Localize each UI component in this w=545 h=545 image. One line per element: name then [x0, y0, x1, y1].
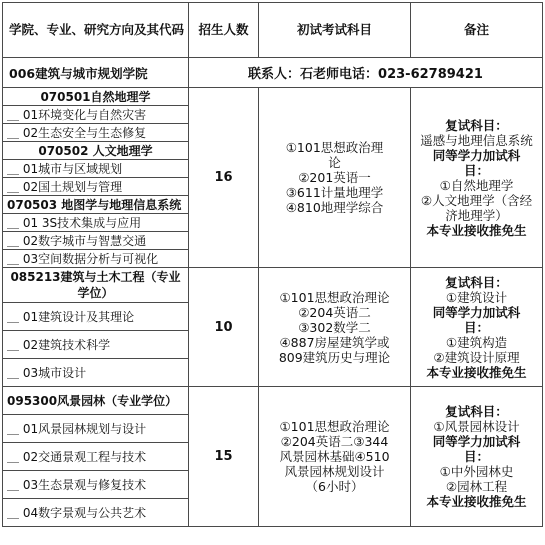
direction-item: ＿ 03城市设计	[7, 366, 87, 380]
exam-line: 809建筑历史与理论	[278, 349, 391, 365]
note-line: ②园林工程	[445, 479, 508, 494]
note-line: 目：	[463, 319, 489, 335]
header-department-code: 学院、专业、研究方向及其代码	[3, 3, 189, 58]
section1-majors-cell	[3, 88, 189, 268]
major-title: 095300风景园林（专业学位）	[3, 387, 188, 415]
section3-majors-cell	[3, 387, 189, 527]
note-line: 复试科目：	[445, 404, 508, 419]
note-line: 同等学力加试科	[432, 304, 521, 320]
exam-line: ②204英语二③344	[280, 434, 389, 449]
exam-line: 论	[328, 155, 341, 170]
section1-exam-subjects	[259, 88, 411, 268]
major-title: 070503 地图学与地理信息系统	[3, 196, 188, 214]
exam-line: 风景园林基础④510	[279, 449, 390, 464]
note-line: 复试科目：	[445, 274, 508, 290]
note-line: ①风景园林设计	[433, 419, 520, 434]
direction-item: ＿ 01 3S技术集成与应用	[3, 214, 188, 232]
note-line: ①中外园林史	[439, 464, 514, 479]
note-line: 目：	[463, 162, 489, 178]
direction-item: ＿ 01风景园林规划与设计	[3, 415, 188, 443]
header-remarks: 备注	[411, 3, 543, 58]
institute-contact: 联系人：石老师电话：023-62789421	[189, 58, 543, 88]
note-line: ①建筑构造	[445, 334, 508, 350]
institute-row	[3, 58, 543, 88]
direction-item: ＿ 03生态景观与修复技术	[3, 471, 188, 499]
direction-item: ＿ 03空间数据分析与可视化	[7, 252, 159, 266]
note-line: 本专业接收推免生	[426, 222, 527, 238]
header-row	[3, 3, 543, 58]
exam-line: ①101思想政治理	[285, 140, 384, 155]
institute-name: 006建筑与城市规划学院	[3, 58, 189, 88]
direction-item: ＿ 04数字景观与公共艺术	[7, 506, 147, 520]
header-exam-subjects: 初试考试科目	[259, 3, 411, 58]
note-line: ②建筑设计原理	[433, 349, 520, 365]
section3-remarks	[411, 387, 543, 527]
section3-majors	[3, 387, 188, 526]
note-line: 遥感与地理信息系统	[420, 132, 533, 148]
section-geography	[3, 88, 543, 268]
exam-line: ①101思想政治理论	[279, 289, 390, 305]
direction-item: ＿ 01环境变化与自然灾害	[3, 106, 188, 124]
exam-line: 风景园林规划设计	[284, 464, 385, 479]
major-title: 070502 人文地理学	[3, 142, 188, 160]
section1-enrollment-count: 16	[189, 88, 259, 268]
note-line: 同等学力加试科	[432, 147, 521, 163]
direction-item: ＿ 02生态安全与生态修复	[3, 124, 188, 142]
major-title: 085213建筑与土木工程（专业学位）	[3, 268, 188, 303]
section3-exam-subjects	[259, 387, 411, 527]
direction-item: ＿ 02数字城市与智慧交通	[3, 232, 188, 250]
exam-line: ④810地理学综合	[285, 200, 384, 215]
note-line: 目：	[463, 449, 489, 464]
section3-enrollment-count: 15	[189, 387, 259, 527]
note-line: ②人文地理学（含经	[420, 192, 533, 208]
exam-line: ④887房屋建筑学或	[279, 334, 390, 350]
section1-majors	[3, 88, 188, 267]
direction-item: ＿ 01建筑设计及其理论	[3, 303, 188, 331]
direction-item: ＿ 01城市与区域规划	[3, 160, 188, 178]
direction-item: ＿ 02国土规划与管理	[3, 178, 188, 196]
note-line: ①建筑设计	[445, 289, 508, 305]
exam-line: ③611计量地理学	[285, 185, 384, 200]
note-line: 济地理学）	[445, 207, 508, 223]
note-line: 本专业接收推免生	[426, 494, 527, 509]
direction-item: ＿ 02交通景观工程与技术	[3, 443, 188, 471]
header-enrollment: 招生人数	[189, 3, 259, 58]
exam-line: ②204英语二	[298, 304, 371, 320]
section-architecture	[3, 268, 543, 387]
note-line: 同等学力加试科	[432, 434, 521, 449]
admissions-table	[2, 2, 543, 527]
major-title: 070501自然地理学	[3, 88, 188, 106]
exam-line: ③302数学二	[298, 319, 371, 335]
section2-majors	[3, 268, 188, 386]
exam-line: （6小时）	[305, 479, 364, 494]
section1-remarks	[411, 88, 543, 268]
section2-enrollment-count: 10	[189, 268, 259, 387]
exam-line: ②201英语一	[298, 170, 371, 185]
section2-majors-cell	[3, 268, 189, 387]
note-line: 本专业接收推免生	[426, 364, 527, 380]
section-landscape	[3, 387, 543, 527]
note-line: 复试科目：	[445, 117, 508, 133]
note-line: ①自然地理学	[439, 177, 514, 193]
exam-line: ①101思想政治理论	[279, 419, 390, 434]
section2-exam-subjects	[259, 268, 411, 387]
section2-remarks	[411, 268, 543, 387]
direction-item: ＿ 02建筑技术科学	[3, 331, 188, 359]
